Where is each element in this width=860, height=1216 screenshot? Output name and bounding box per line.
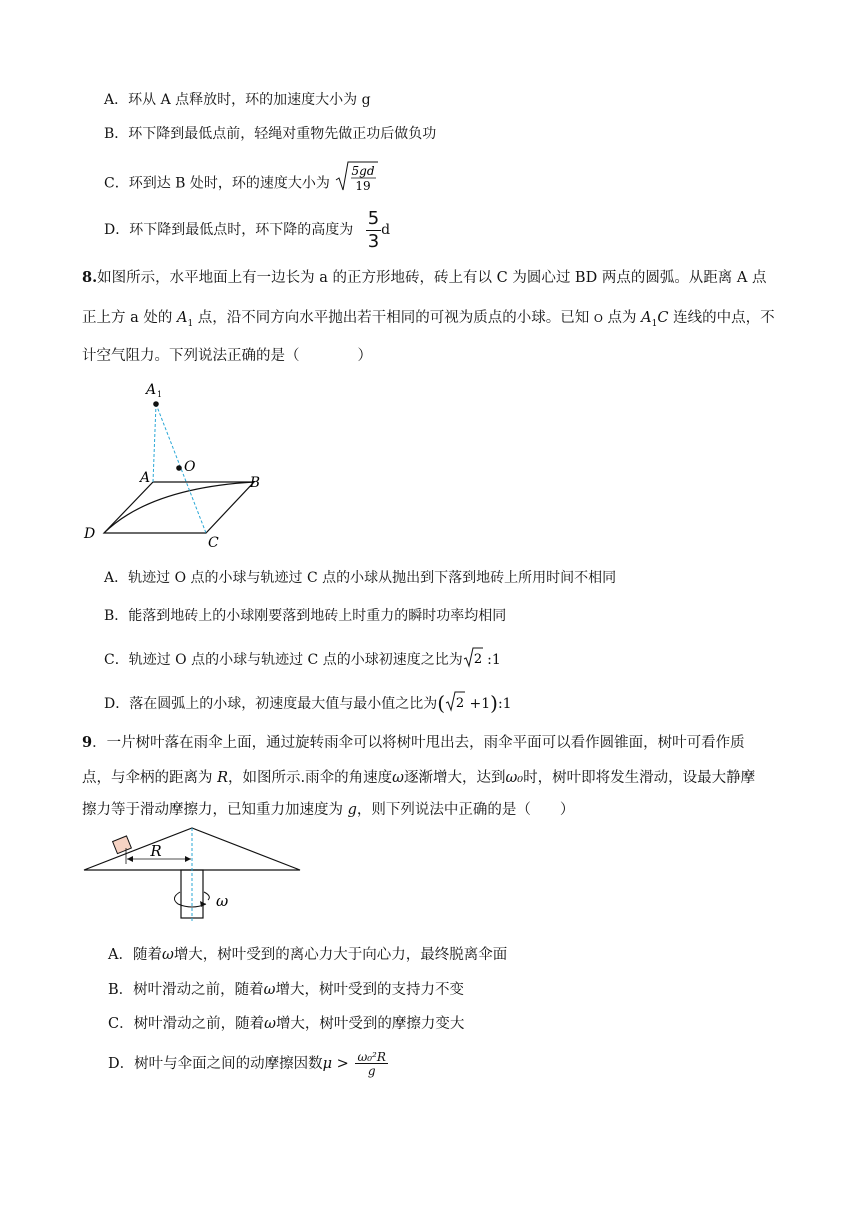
label-o: O — [184, 459, 196, 475]
label-c: C — [208, 535, 219, 550]
sqrt-expression — [334, 160, 378, 207]
math-var: O — [593, 312, 603, 325]
math-var: ω — [161, 947, 174, 963]
q8-option-b — [104, 606, 506, 626]
option-text: 树叶滑动之前，随着 — [133, 982, 264, 998]
option-label: B． — [104, 608, 129, 624]
stem-text: 点，沿不同方向水平抛出若干相同的可视为质点的小球。已知 — [193, 310, 594, 326]
stem-text: 计空气阻力。下列说法正确的是（ ） — [82, 348, 372, 364]
q7-option-b — [104, 124, 436, 144]
point-a1 — [153, 401, 159, 407]
option-text: 环下降到最低点时，环下降的高度为 — [129, 222, 354, 238]
math-plus: +1 — [465, 696, 491, 712]
sqrt-sign-icon — [445, 690, 465, 712]
option-text: 环从 A 点释放时，环的加速度大小为 g — [128, 92, 371, 108]
fraction — [366, 207, 381, 252]
arc-bd — [104, 482, 254, 533]
option-text: 增大，树叶受到的支持力不变 — [275, 982, 464, 998]
option-label: C． — [104, 652, 129, 668]
math-var: A — [176, 310, 188, 326]
option-label: B． — [108, 982, 134, 998]
r-arrowhead-right — [185, 856, 191, 862]
stem-text: 如图所示，水平地面上有一边长为 a 的正方形地砖，砖上有以 C 为圆心过 BD 两点的圆弧。从距离 A 点 — [97, 270, 767, 286]
point-o — [176, 465, 182, 471]
ratio-tail: :1 — [482, 652, 501, 668]
q9-stem-line2 — [82, 768, 755, 788]
label-d: D — [84, 526, 96, 542]
frac-numerator: 5 — [367, 207, 380, 229]
label-omega: ω — [216, 892, 229, 910]
q9-umbrella-figure — [80, 826, 310, 926]
sqrt-sign-icon — [463, 646, 483, 668]
option-text: 环下降到最低点前，轻绳对重物先做正功后做负功 — [128, 126, 437, 142]
q8-stem-line2 — [82, 308, 775, 334]
math-var: g — [347, 802, 357, 818]
math-var: ω — [392, 770, 404, 786]
stem-text: 点为 — [602, 310, 642, 326]
sqrt-radicand: 2 — [455, 696, 465, 711]
leaf-block — [113, 836, 132, 854]
sqrt-sign-icon — [334, 160, 378, 194]
q7-option-d — [104, 208, 390, 252]
option-label: D． — [104, 222, 130, 238]
unit-text: d — [381, 222, 391, 238]
paren-open: ( — [437, 691, 446, 715]
stem-text: 逐渐增大，达到 — [403, 770, 506, 786]
q9-option-a — [108, 945, 507, 965]
math-var: μ > — [322, 1056, 349, 1072]
q8-stem-line3 — [82, 346, 372, 366]
q8-stem-line1 — [82, 268, 767, 288]
option-text: 轨迹过 O 点的小球与轨迹过 C 点的小球从抛出到下落到地砖上所用时间不相同 — [128, 570, 617, 586]
sqrt-expression — [445, 690, 465, 718]
q9-stem-line3 — [82, 800, 574, 820]
q7-option-c — [104, 160, 378, 194]
option-label: D． — [104, 696, 130, 712]
option-label: A． — [104, 570, 129, 586]
frac-denominator: 3 — [367, 230, 380, 252]
option-label: C． — [108, 1016, 134, 1032]
q9-option-b — [108, 980, 464, 1000]
stem-text: 擦力等于滑动摩擦力，已知重力加速度为 — [82, 802, 348, 818]
question-number: 8. — [82, 269, 98, 286]
option-text: 随着 — [132, 947, 162, 963]
math-var: R — [217, 770, 229, 786]
math-var: ω₀ — [505, 770, 524, 786]
option-text: 环到达 B 处时，环的速度大小为 — [128, 175, 330, 192]
math-var: C — [657, 310, 669, 326]
option-label: B． — [104, 126, 129, 142]
label-a1-sub: 1 — [157, 390, 163, 399]
q8-option-d — [104, 690, 512, 718]
label-b: B — [249, 475, 260, 491]
option-text: 增大，树叶受到的离心力大于向心力，最终脱离伞面 — [173, 947, 508, 963]
q9-option-d — [108, 1044, 388, 1084]
stem-text: 点，与伞柄的距离为 — [82, 770, 218, 786]
question-number: 9 — [82, 734, 93, 751]
tile-outline — [104, 482, 254, 533]
frac-denominator: 19 — [355, 179, 372, 193]
frac-numerator: 5gd — [351, 164, 375, 178]
q8-tile-figure — [80, 378, 260, 550]
stem-text: ，如图所示.雨伞的角速度 — [228, 770, 393, 786]
label-a: A — [140, 470, 151, 486]
label-a1: A — [146, 382, 157, 398]
option-label: A． — [108, 947, 133, 963]
stem-text: ．一片树叶落在雨伞上面，通过旋转雨伞可以将树叶甩出去，雨伞平面可以看作圆锥面，树叶可看作质 — [92, 735, 745, 751]
option-label: C． — [104, 175, 129, 192]
fraction — [355, 1051, 387, 1077]
option-text: 能落到地砖上的小球刚要落到地砖上时重力的瞬时功率均相同 — [128, 608, 507, 624]
ratio-tail: :1 — [497, 696, 512, 712]
option-text: 树叶滑动之前，随着 — [133, 1016, 265, 1032]
q8-option-c — [104, 646, 501, 674]
label-r: R — [150, 842, 162, 860]
stem-text: 时，树叶即将发生滑动，设最大静摩 — [523, 770, 756, 786]
option-label: A． — [104, 92, 129, 108]
option-label: D． — [108, 1056, 135, 1072]
q9-option-c — [108, 1014, 464, 1034]
q7-option-a — [104, 90, 371, 110]
math-var: A — [641, 310, 652, 326]
math-sub: 1 — [651, 318, 658, 329]
math-var: ω — [264, 1016, 276, 1032]
option-text: 落在圆弧上的小球，初速度最大值与最小值之比为 — [129, 696, 438, 712]
sqrt-radicand: 2 — [473, 652, 482, 667]
q8-option-a — [104, 568, 616, 588]
option-text: 增大，树叶受到的摩擦力变大 — [275, 1016, 465, 1032]
sqrt-expression — [463, 646, 483, 674]
option-text: 轨迹过 O 点的小球与轨迹过 C 点的小球初速度之比为 — [128, 652, 463, 668]
dashed-a1-a — [153, 404, 156, 482]
math-sub: 1 — [187, 318, 194, 329]
stem-text: ，则下列说法中正确的是（ ） — [356, 802, 575, 818]
paren-close: ) — [490, 691, 498, 715]
frac-numerator: ω₀²R — [357, 1050, 386, 1064]
frac-denominator: g — [355, 1063, 387, 1077]
q9-stem-line1 — [82, 733, 745, 753]
rotation-arrow-back — [204, 892, 209, 900]
stem-text: 正上方 a 处的 — [82, 310, 177, 326]
math-var: ω — [263, 982, 276, 998]
stem-text: 连线的中点，不 — [668, 310, 775, 326]
r-arrowhead-left — [127, 856, 133, 862]
option-text: 树叶与伞面之间的动摩擦因数 — [134, 1056, 323, 1072]
